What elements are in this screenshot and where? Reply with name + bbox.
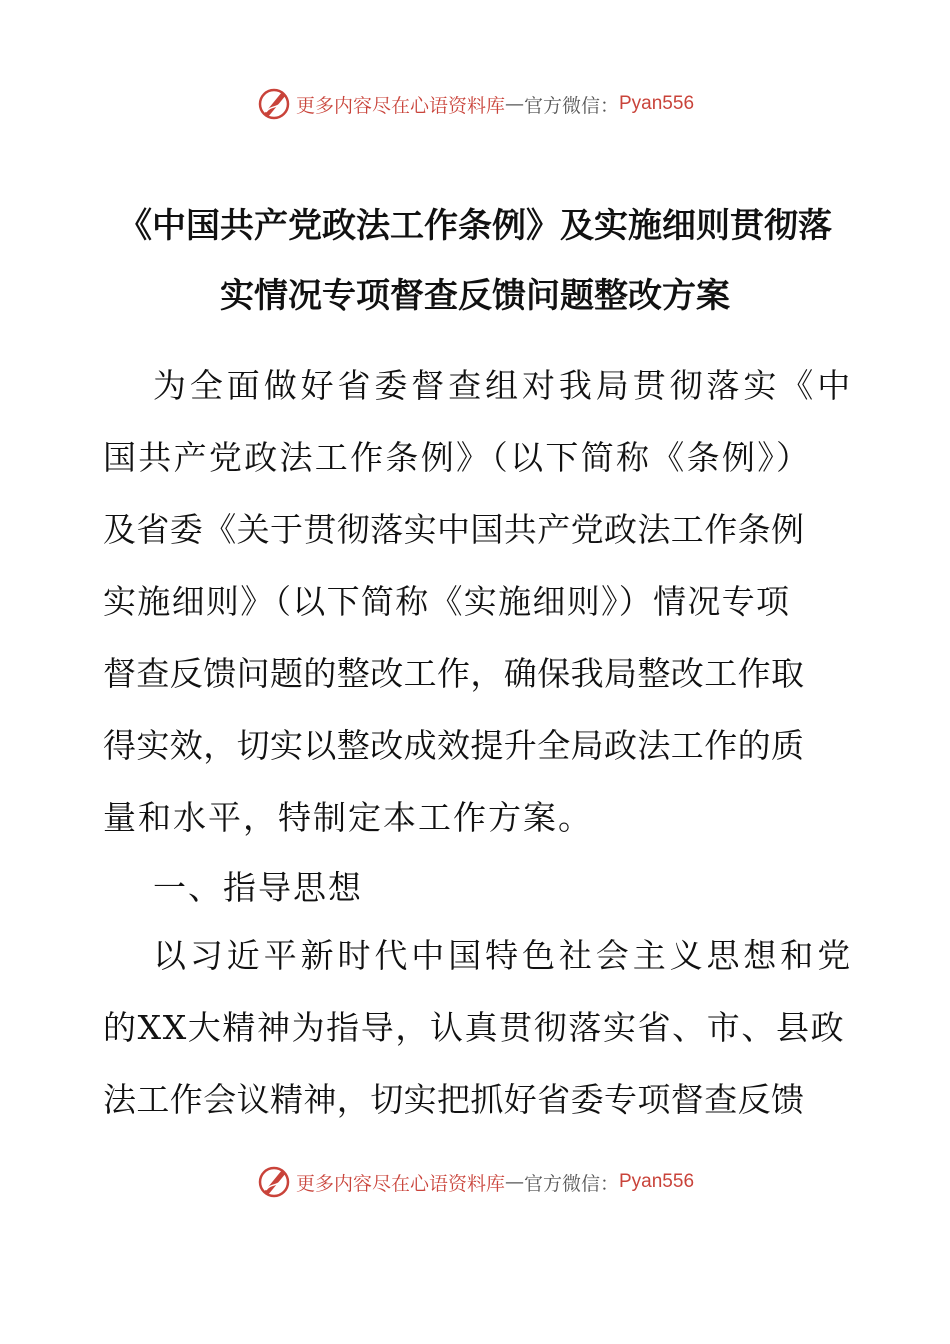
intro-line-3: 及省委《关于贯彻落实中国共产党政法工作条例 [103,510,805,549]
intro-line-6: 得实效，切实以整改成效提升全局政法工作的质 [103,726,805,765]
guiding-line-2: 的XX大精神为指导，认真贯彻落实省、市、县政 [103,1008,846,1047]
intro-line-4: 实施细则》（以下简称《实施细则》）情况专项 [103,582,791,621]
document-title-line-2: 实情况专项督查反馈问题整改方案 [220,276,730,316]
guiding-line-3: 法工作会议精神，切实把抓好省委专项督查反馈 [103,1080,805,1119]
intro-line-2: 国共产党政法工作条例》（以下简称《条例》） [103,438,812,477]
watermark-dash: — [504,1171,524,1193]
document-title-line-1: 《中国共产党政法工作条例》及实施细则贯彻落 [118,206,832,246]
watermark-dash: — [504,93,524,115]
pen-logo-icon [256,86,292,122]
watermark-gray-text: 官方微信： [523,1172,619,1195]
guiding-line-1: 以习近平新时代中国特色社会主义思想和党 [153,936,855,975]
watermark-red-text: 更多内容尽在心语资料库 [295,1172,505,1195]
intro-line-5: 督查反馈问题的整改工作，确保我局整改工作取 [103,654,805,693]
intro-line-7: 量和水平，特制定本工作方案。 [103,798,593,837]
intro-line-1: 为全面做好省委督查组对我局贯彻落实《中 [153,366,855,405]
watermark-red-text: 更多内容尽在心语资料库 [295,94,505,117]
section-heading-guiding-thought: 一、指导思想 [153,868,363,907]
watermark-gray-text: 官方微信： [523,94,619,117]
watermark-banner-top [0,84,950,124]
watermark-id: Pyan556 [619,93,695,114]
watermark-id: Pyan556 [619,1171,695,1192]
pen-logo-icon [256,1164,292,1200]
watermark-banner-bottom [0,1162,950,1202]
